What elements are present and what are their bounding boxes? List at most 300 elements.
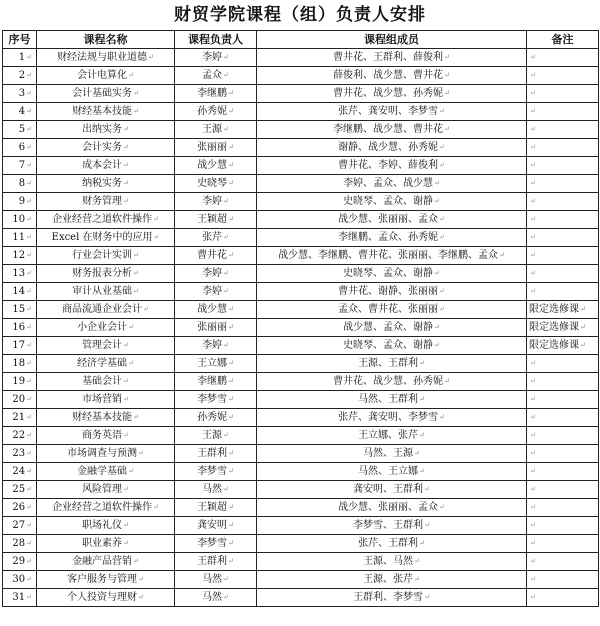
table-row [3, 283, 599, 301]
cell-course [37, 85, 175, 103]
cell-members-text: 马然、王源 [363, 448, 414, 459]
cell-course [37, 589, 175, 607]
cell-seq-text: 5 [18, 124, 26, 135]
table-row [3, 391, 599, 409]
cell-course [37, 247, 175, 265]
table-row [3, 85, 599, 103]
cell-lead [175, 301, 257, 319]
cell-members [257, 463, 527, 481]
cell-seq [3, 49, 37, 67]
cell-seq [3, 121, 37, 139]
table-row [3, 67, 599, 85]
cell-seq-text: 16 [12, 322, 26, 333]
cell-lead [175, 373, 257, 391]
cell-course-text: 会计实务 [82, 142, 123, 153]
cell-seq [3, 157, 37, 175]
cell-note [527, 355, 599, 373]
paragraph-mark-icon: ↵ [26, 161, 32, 169]
cell-lead [175, 499, 257, 517]
paragraph-mark-icon: ↵ [26, 449, 32, 457]
paragraph-mark-icon: ↵ [530, 251, 536, 259]
paragraph-mark-icon: ↵ [143, 305, 149, 313]
paragraph-mark-icon: ↵ [530, 413, 536, 421]
table-row [3, 355, 599, 373]
paragraph-mark-icon: ↵ [133, 107, 139, 115]
cell-members [257, 175, 527, 193]
cell-seq [3, 247, 37, 265]
cell-lead-text: 李婷 [202, 340, 223, 351]
table-row [3, 175, 599, 193]
header-course: 课程名称 [37, 31, 175, 49]
paragraph-mark-icon: ↵ [128, 467, 134, 475]
table-row [3, 103, 599, 121]
cell-lead [175, 67, 257, 85]
paragraph-mark-icon: ↵ [228, 503, 234, 511]
paragraph-mark-icon: ↵ [223, 53, 229, 61]
paragraph-mark-icon: ↵ [223, 593, 229, 601]
cell-lead [175, 391, 257, 409]
table-row [3, 571, 599, 589]
paragraph-mark-icon: ↵ [439, 305, 445, 313]
cell-seq [3, 301, 37, 319]
cell-lead [175, 85, 257, 103]
cell-course [37, 211, 175, 229]
header-seq: 序号 [3, 31, 37, 49]
cell-members [257, 571, 527, 589]
paragraph-mark-icon: ↵ [133, 557, 139, 565]
cell-members-text: 李继鹏、孟众、孙秀妮 [338, 232, 439, 243]
cell-seq-text: 14 [12, 286, 26, 297]
cell-note [527, 211, 599, 229]
cell-course [37, 301, 175, 319]
cell-course-text: 个人投资与理财 [67, 592, 138, 603]
paragraph-mark-icon: ↵ [530, 395, 536, 403]
table-row [3, 49, 599, 67]
paragraph-mark-icon: ↵ [439, 287, 445, 295]
cell-members-text: 战少慧、张丽丽、孟众 [338, 502, 439, 513]
cell-lead-text: 王立娜 [197, 358, 228, 369]
cell-seq [3, 409, 37, 427]
cell-members [257, 499, 527, 517]
cell-seq-text: 28 [12, 538, 26, 549]
cell-note [527, 463, 599, 481]
cell-seq [3, 229, 37, 247]
paragraph-mark-icon: ↵ [228, 359, 234, 367]
cell-lead [175, 535, 257, 553]
paragraph-mark-icon: ↵ [123, 431, 129, 439]
cell-seq [3, 517, 37, 535]
paragraph-mark-icon: ↵ [530, 287, 536, 295]
cell-lead-text: 李梦雪 [197, 466, 228, 477]
cell-seq-text: 7 [18, 160, 26, 171]
cell-members [257, 589, 527, 607]
paragraph-mark-icon: ↵ [228, 413, 234, 421]
cell-members [257, 121, 527, 139]
cell-seq-text: 19 [12, 376, 26, 387]
paragraph-mark-icon: ↵ [530, 557, 536, 565]
cell-members-text: 史晓琴、孟众、谢静 [343, 340, 434, 351]
cell-note [527, 85, 599, 103]
cell-seq [3, 337, 37, 355]
table-row [3, 121, 599, 139]
cell-seq [3, 355, 37, 373]
cell-members-text: 曹井花、王群利、薛俊利 [333, 52, 444, 63]
cell-course-text: 出纳实务 [82, 124, 123, 135]
paragraph-mark-icon: ↵ [123, 395, 129, 403]
cell-lead [175, 409, 257, 427]
paragraph-mark-icon: ↵ [133, 269, 139, 277]
table-row [3, 481, 599, 499]
paragraph-mark-icon: ↵ [530, 431, 536, 439]
paragraph-mark-icon: ↵ [530, 593, 536, 601]
cell-seq-text: 15 [12, 304, 26, 315]
paragraph-mark-icon: ↵ [419, 359, 425, 367]
paragraph-mark-icon: ↵ [530, 503, 536, 511]
cell-note-text: 限定选修课 [529, 340, 579, 351]
cell-members-text: 薛俊利、战少慧、曹井花 [333, 70, 444, 81]
cell-note [527, 499, 599, 517]
paragraph-mark-icon: ↵ [530, 449, 536, 457]
cell-members-text: 张芹、王群利 [358, 538, 419, 549]
cell-seq-text: 10 [12, 214, 26, 225]
cell-note [527, 391, 599, 409]
cell-seq-text: 20 [12, 394, 26, 405]
cell-course [37, 373, 175, 391]
cell-note [527, 409, 599, 427]
paragraph-mark-icon: ↵ [434, 269, 440, 277]
table-row [3, 445, 599, 463]
cell-lead-text: 孙秀妮 [197, 106, 228, 117]
paragraph-mark-icon: ↵ [419, 539, 425, 547]
cell-seq-text: 13 [12, 268, 26, 279]
cell-lead [175, 283, 257, 301]
cell-course-text: 财经基本技能 [72, 412, 133, 423]
cell-members [257, 157, 527, 175]
table-body [3, 49, 599, 607]
cell-lead-text: 李梦雪 [197, 394, 228, 405]
paragraph-mark-icon: ↵ [223, 269, 229, 277]
header-members: 课程组成员 [257, 31, 527, 49]
paragraph-mark-icon: ↵ [223, 341, 229, 349]
cell-course-text: 财经法规与职业道德 [57, 52, 148, 63]
cell-course-text: 金融产品营销 [72, 556, 133, 567]
cell-seq [3, 319, 37, 337]
cell-lead [175, 517, 257, 535]
paragraph-mark-icon: ↵ [26, 485, 32, 493]
cell-note [527, 139, 599, 157]
cell-lead-text: 史晓琴 [197, 178, 228, 189]
cell-seq-text: 29 [12, 556, 26, 567]
paragraph-mark-icon: ↵ [228, 449, 234, 457]
cell-note [527, 67, 599, 85]
paragraph-mark-icon: ↵ [530, 197, 536, 205]
paragraph-mark-icon: ↵ [434, 179, 440, 187]
cell-note [527, 229, 599, 247]
cell-members [257, 193, 527, 211]
cell-lead-text: 马然 [202, 574, 223, 585]
paragraph-mark-icon: ↵ [530, 143, 536, 151]
cell-course-text: 纳税实务 [82, 178, 123, 189]
cell-members [257, 553, 527, 571]
cell-members-text: 战少慧、李继鹏、曹井花、张丽丽、李继鹏、孟众 [278, 250, 499, 261]
paragraph-mark-icon: ↵ [434, 197, 440, 205]
cell-course-text: 商品流通企业会计 [62, 304, 143, 315]
paragraph-mark-icon: ↵ [26, 89, 32, 97]
cell-seq-text: 18 [12, 358, 26, 369]
cell-seq-text: 23 [12, 448, 26, 459]
cell-members-text: 曹井花、战少慧、孙秀妮 [333, 88, 444, 99]
cell-course [37, 265, 175, 283]
cell-note [527, 121, 599, 139]
cell-note [527, 175, 599, 193]
paragraph-mark-icon: ↵ [26, 377, 32, 385]
cell-course-text: 企业经营之道软件操作 [52, 502, 153, 513]
paragraph-mark-icon: ↵ [26, 593, 32, 601]
cell-lead-text: 李婷 [202, 286, 223, 297]
paragraph-mark-icon: ↵ [123, 341, 129, 349]
paragraph-mark-icon: ↵ [26, 269, 32, 277]
cell-members-text: 孟众、曹井花、张丽丽 [338, 304, 439, 315]
cell-course [37, 175, 175, 193]
paragraph-mark-icon: ↵ [439, 233, 445, 241]
cell-lead-text: 李继鹏 [197, 88, 228, 99]
cell-lead-text: 曹井花 [197, 250, 228, 261]
table-row [3, 553, 599, 571]
cell-seq-text: 27 [12, 520, 26, 531]
cell-lead-text: 李梦雪 [197, 538, 228, 549]
paragraph-mark-icon: ↵ [123, 539, 129, 547]
cell-members [257, 103, 527, 121]
cell-lead-text: 王源 [202, 124, 223, 135]
table-row [3, 517, 599, 535]
cell-lead-text: 王颖超 [197, 214, 228, 225]
cell-seq-text: 3 [18, 88, 26, 99]
table-row [3, 139, 599, 157]
paragraph-mark-icon: ↵ [26, 503, 32, 511]
paragraph-mark-icon: ↵ [133, 413, 139, 421]
cell-seq [3, 553, 37, 571]
cell-lead [175, 175, 257, 193]
paragraph-mark-icon: ↵ [444, 125, 450, 133]
cell-course-text: 金融学基础 [77, 466, 128, 477]
cell-lead-text: 孟众 [202, 70, 223, 81]
cell-seq-text: 21 [12, 412, 26, 423]
paragraph-mark-icon: ↵ [228, 107, 234, 115]
paragraph-mark-icon: ↵ [530, 71, 536, 79]
cell-lead-text: 孙秀妮 [197, 412, 228, 423]
paragraph-mark-icon: ↵ [444, 377, 450, 385]
cell-seq-text: 30 [12, 574, 26, 585]
paragraph-mark-icon: ↵ [419, 431, 425, 439]
cell-note [527, 481, 599, 499]
cell-members [257, 247, 527, 265]
table-row [3, 229, 599, 247]
cell-course-text: Excel 在财务中的应用 [51, 232, 153, 243]
paragraph-mark-icon: ↵ [26, 521, 32, 529]
cell-members [257, 85, 527, 103]
header-lead: 课程负责人 [175, 31, 257, 49]
cell-note [527, 373, 599, 391]
paragraph-mark-icon: ↵ [123, 197, 129, 205]
paragraph-mark-icon: ↵ [128, 71, 134, 79]
cell-lead [175, 103, 257, 121]
table-row [3, 589, 599, 607]
cell-seq [3, 85, 37, 103]
cell-lead-text: 王颖超 [197, 502, 228, 513]
paragraph-mark-icon: ↵ [26, 215, 32, 223]
cell-course [37, 391, 175, 409]
cell-members [257, 49, 527, 67]
cell-course-text: 行业会计实训 [72, 250, 133, 261]
paragraph-mark-icon: ↵ [123, 161, 129, 169]
paragraph-mark-icon: ↵ [530, 161, 536, 169]
paragraph-mark-icon: ↵ [138, 593, 144, 601]
paragraph-mark-icon: ↵ [123, 377, 129, 385]
cell-members [257, 283, 527, 301]
cell-course [37, 427, 175, 445]
cell-seq [3, 103, 37, 121]
cell-lead [175, 157, 257, 175]
cell-note-text: 限定选修课 [529, 322, 579, 333]
cell-members-text: 王源、张芹 [363, 574, 414, 585]
cell-lead [175, 427, 257, 445]
paragraph-mark-icon: ↵ [424, 593, 430, 601]
cell-course-text: 市场调查与预测 [67, 448, 138, 459]
cell-lead-text: 李婷 [202, 52, 223, 63]
cell-members [257, 409, 527, 427]
cell-course-text: 商务英语 [82, 430, 123, 441]
cell-lead [175, 121, 257, 139]
cell-members [257, 373, 527, 391]
paragraph-mark-icon: ↵ [530, 89, 536, 97]
cell-members [257, 301, 527, 319]
cell-seq [3, 463, 37, 481]
cell-members [257, 517, 527, 535]
paragraph-mark-icon: ↵ [26, 197, 32, 205]
paragraph-mark-icon: ↵ [530, 179, 536, 187]
table-row [3, 301, 599, 319]
paragraph-mark-icon: ↵ [439, 503, 445, 511]
cell-seq [3, 499, 37, 517]
cell-course [37, 283, 175, 301]
cell-members-text: 马然、王立娜 [358, 466, 419, 477]
cell-course [37, 337, 175, 355]
paragraph-mark-icon: ↵ [123, 143, 129, 151]
cell-members [257, 481, 527, 499]
paragraph-mark-icon: ↵ [580, 341, 586, 349]
paragraph-mark-icon: ↵ [228, 467, 234, 475]
cell-members-text: 王源、马然 [363, 556, 414, 567]
paragraph-mark-icon: ↵ [153, 215, 159, 223]
cell-lead [175, 589, 257, 607]
cell-note [527, 589, 599, 607]
cell-members-text: 史晓琴、孟众、谢静 [343, 268, 434, 279]
cell-course-text: 财经基本技能 [72, 106, 133, 117]
cell-course-text: 职业素养 [82, 538, 123, 549]
table-row [3, 211, 599, 229]
paragraph-mark-icon: ↵ [228, 251, 234, 259]
cell-seq [3, 283, 37, 301]
cell-seq [3, 445, 37, 463]
cell-seq-text: 17 [12, 340, 26, 351]
cell-lead [175, 553, 257, 571]
table-row [3, 265, 599, 283]
paragraph-mark-icon: ↵ [530, 539, 536, 547]
cell-seq-text: 12 [12, 250, 26, 261]
cell-members [257, 265, 527, 283]
cell-members-text: 谢静、战少慧、孙秀妮 [338, 142, 439, 153]
cell-course [37, 157, 175, 175]
paragraph-mark-icon: ↵ [228, 143, 234, 151]
cell-course [37, 445, 175, 463]
cell-members [257, 355, 527, 373]
table-row [3, 499, 599, 517]
paragraph-mark-icon: ↵ [26, 305, 32, 313]
cell-lead [175, 355, 257, 373]
cell-seq-text: 11 [12, 232, 26, 243]
cell-members [257, 229, 527, 247]
cell-seq [3, 391, 37, 409]
cell-lead-text: 战少慧 [197, 304, 228, 315]
cell-members-text: 李婷、孟众、战少慧 [343, 178, 434, 189]
paragraph-mark-icon: ↵ [128, 323, 134, 331]
paragraph-mark-icon: ↵ [530, 377, 536, 385]
paragraph-mark-icon: ↵ [228, 377, 234, 385]
paragraph-mark-icon: ↵ [499, 251, 505, 259]
paragraph-mark-icon: ↵ [153, 503, 159, 511]
cell-seq-text: 2 [18, 70, 26, 81]
cell-lead [175, 49, 257, 67]
cell-lead [175, 319, 257, 337]
paragraph-mark-icon: ↵ [138, 575, 144, 583]
cell-note [527, 517, 599, 535]
table-row [3, 427, 599, 445]
paragraph-mark-icon: ↵ [439, 215, 445, 223]
paragraph-mark-icon: ↵ [128, 359, 134, 367]
cell-course [37, 553, 175, 571]
paragraph-mark-icon: ↵ [439, 413, 445, 421]
table-row [3, 193, 599, 211]
cell-members [257, 67, 527, 85]
table-row [3, 157, 599, 175]
cell-members [257, 445, 527, 463]
paragraph-mark-icon: ↵ [26, 539, 32, 547]
paragraph-mark-icon: ↵ [26, 575, 32, 583]
cell-note [527, 445, 599, 463]
cell-lead [175, 265, 257, 283]
cell-note [527, 337, 599, 355]
cell-course [37, 535, 175, 553]
paragraph-mark-icon: ↵ [26, 395, 32, 403]
cell-lead [175, 337, 257, 355]
cell-course-text: 客户服务与管理 [67, 574, 138, 585]
paragraph-mark-icon: ↵ [26, 413, 32, 421]
cell-members [257, 139, 527, 157]
cell-lead [175, 445, 257, 463]
cell-members [257, 319, 527, 337]
cell-course [37, 103, 175, 121]
cell-note [527, 103, 599, 121]
cell-course [37, 49, 175, 67]
cell-course [37, 571, 175, 589]
paragraph-mark-icon: ↵ [133, 251, 139, 259]
paragraph-mark-icon: ↵ [123, 179, 129, 187]
cell-note [527, 553, 599, 571]
cell-note [527, 265, 599, 283]
paragraph-mark-icon: ↵ [26, 557, 32, 565]
paragraph-mark-icon: ↵ [26, 287, 32, 295]
cell-course-text: 基础会计 [82, 376, 123, 387]
